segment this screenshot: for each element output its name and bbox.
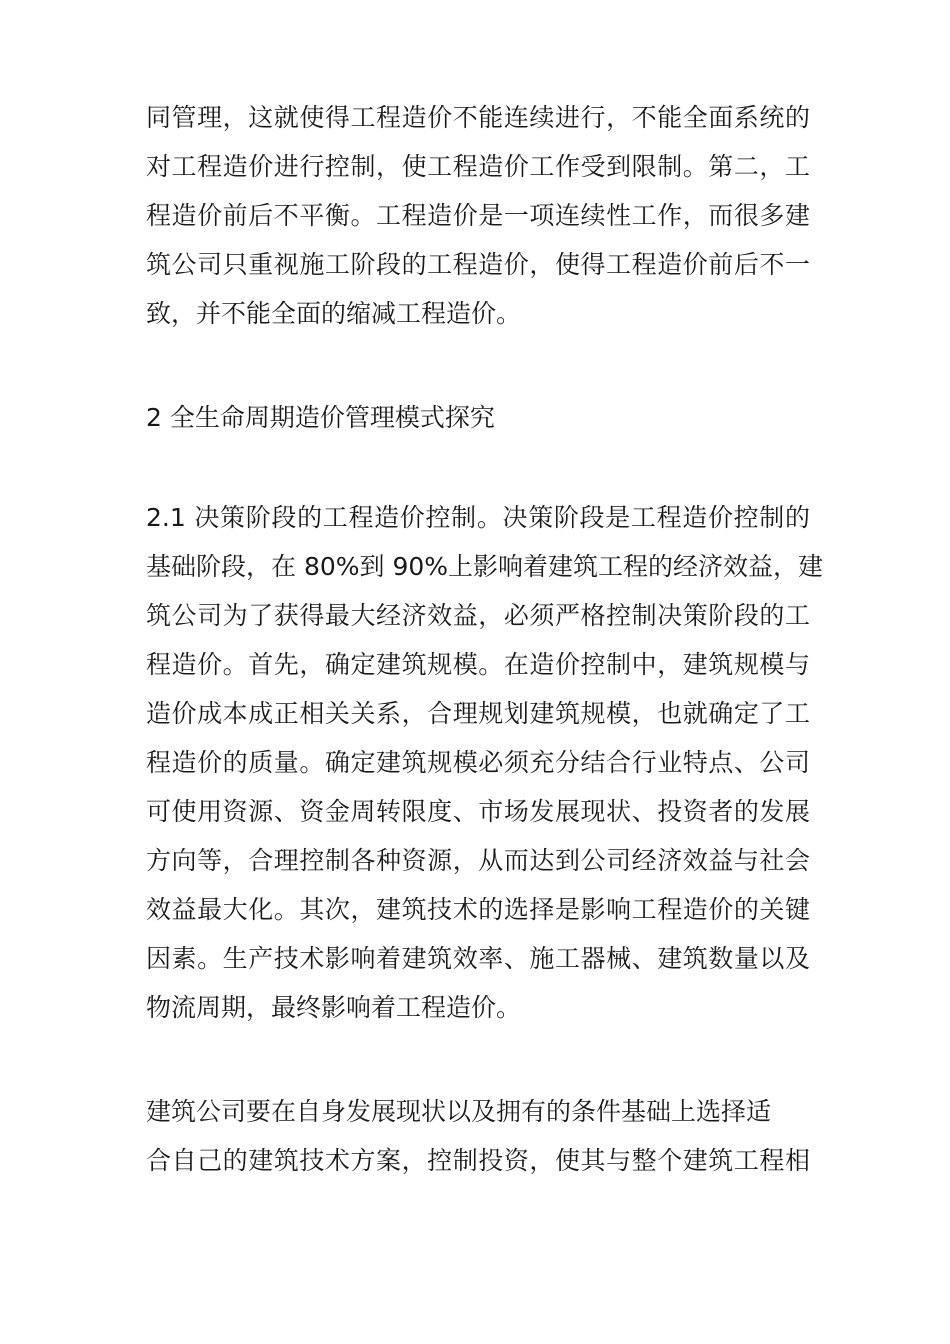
paragraph-1-line-4: 筑公司只重视施工阶段的工程造价，使得工程造价前后不一 <box>146 250 810 279</box>
paragraph-2-line-5: 造价成本成正相关关系，合理规划建筑规模，也就确定了工 <box>146 699 810 728</box>
paragraph-3-line-1: 建筑公司要在自身发展现状以及拥有的条件基础上选择适 <box>146 1097 772 1126</box>
paragraph-2-line-6: 程造价的质量。确定建筑规模必须充分结合行业特点、公司 <box>146 748 810 777</box>
paragraph-1-line-2: 对工程造价进行控制，使工程造价工作受到限制。第二，工 <box>146 152 810 181</box>
paragraph-2-line-8: 方向等，合理控制各种资源，从而达到公司经济效益与社会 <box>146 846 810 875</box>
paragraph-2-line-11: 物流周期，最终影响着工程造价。 <box>146 993 522 1022</box>
paragraph-1-line-1: 同管理，这就使得工程造价不能连续进行，不能全面系统的 <box>146 103 810 132</box>
paragraph-2-line-3: 筑公司为了获得最大经济效益，必须严格控制决策阶段的工 <box>146 601 810 630</box>
section-heading: 2 全生命周期造价管理模式探究 <box>146 403 495 432</box>
paragraph-1-line-3: 程造价前后不平衡。工程造价是一项连续性工作，而很多建 <box>146 201 810 230</box>
paragraph-2-line-4: 程造价。首先，确定建筑规模。在造价控制中，建筑规模与 <box>146 650 810 679</box>
paragraph-2-line-7: 可使用资源、资金周转限度、市场发展现状、投资者的发展 <box>146 797 810 826</box>
paragraph-2-line-2: 基础阶段，在 80%到 90%上影响着建筑工程的经济效益，建 <box>146 552 824 581</box>
paragraph-2-line-10: 因素。生产技术影响着建筑效率、施工器械、建筑数量以及 <box>146 944 810 973</box>
paragraph-2-line-1: 2.1 决策阶段的工程造价控制。决策阶段是工程造价控制的 <box>146 503 810 532</box>
paragraph-1-line-5: 致，并不能全面的缩减工程造价。 <box>146 299 522 328</box>
paragraph-3-line-2: 合自己的建筑技术方案，控制投资，使其与整个建筑工程相 <box>146 1146 810 1175</box>
paragraph-2-line-9: 效益最大化。其次，建筑技术的选择是影响工程造价的关键 <box>146 895 810 924</box>
